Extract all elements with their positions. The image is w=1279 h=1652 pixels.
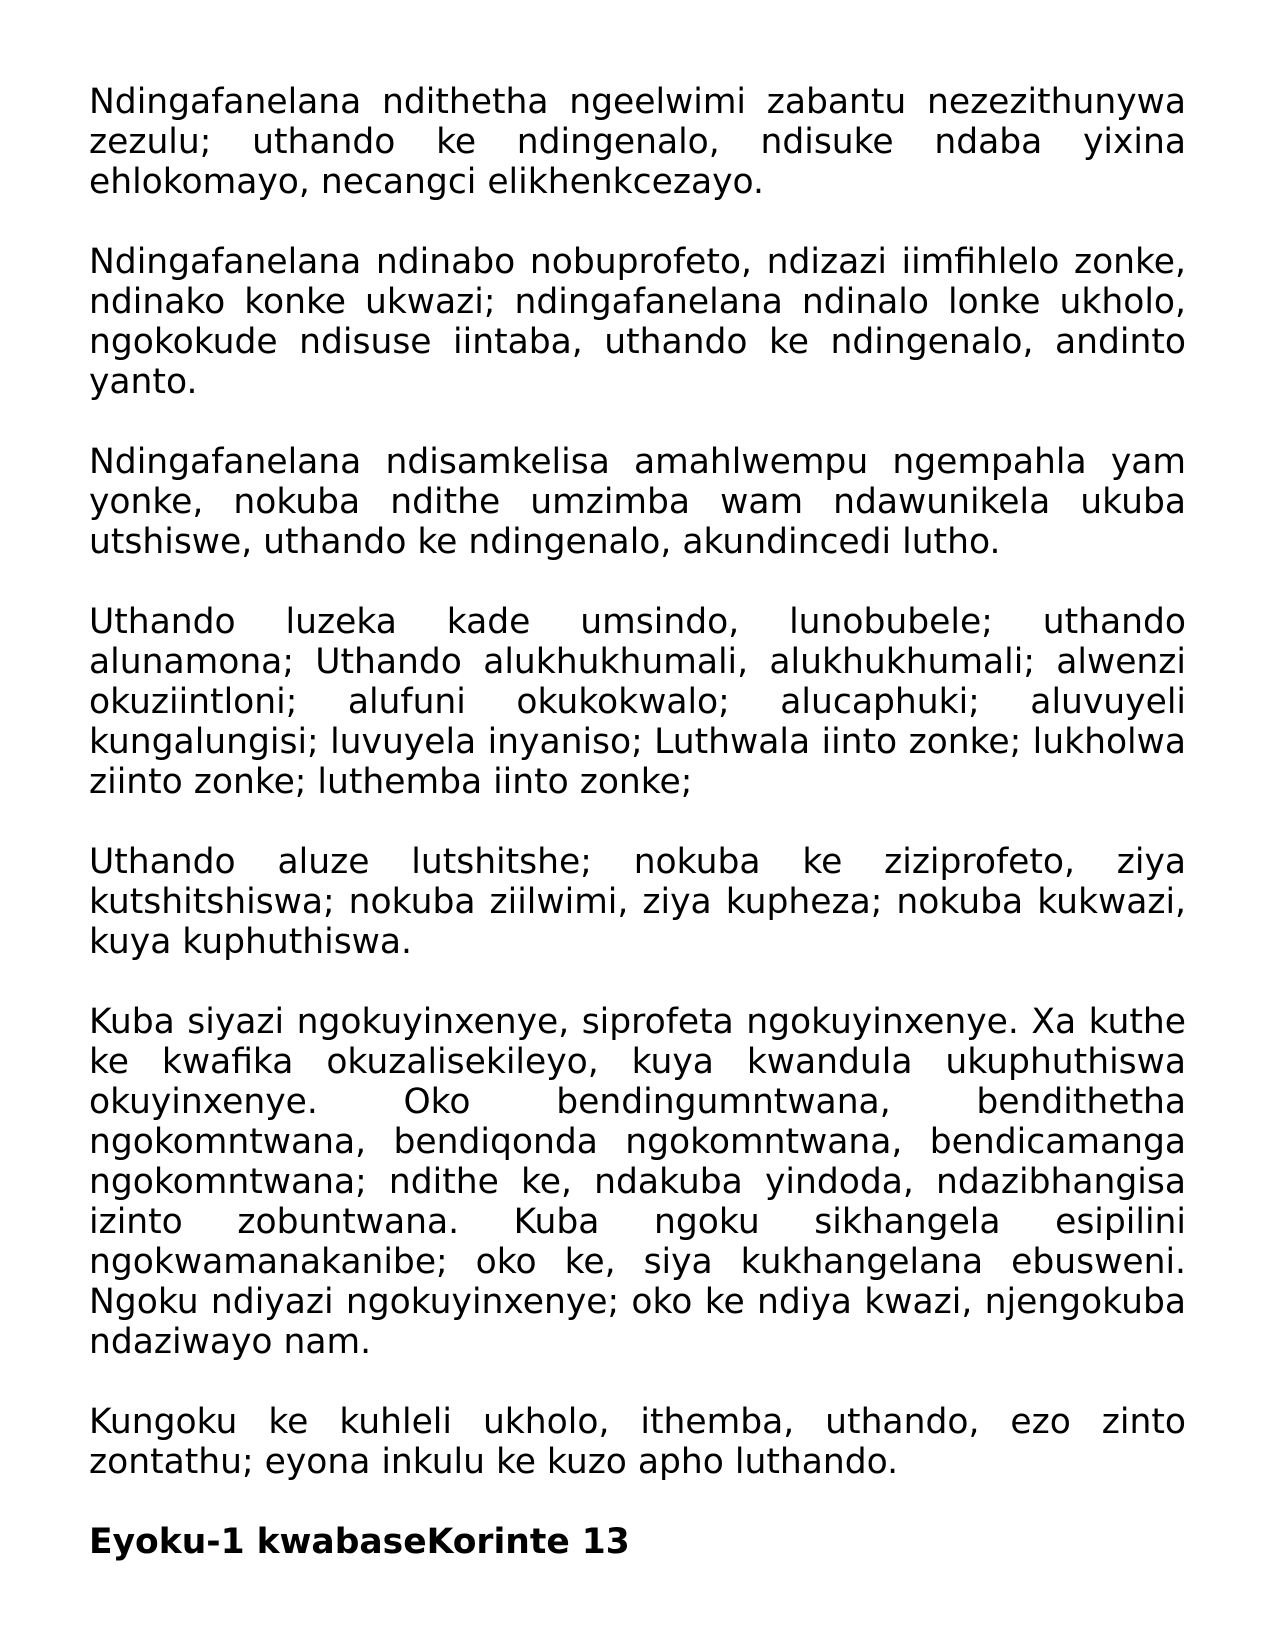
paragraph-6: Kuba siyazi ngokuyinxenye, siprofeta ngokuyinxenye. Xa kuthe ke kwafika okuzalisekileyo, kuya kwandula ukuphuthiswa okuyinxenye. Oko bendingumntwana, bendithetha ngokomntwana, bendiqonda ngokomntwana, bendicamanga ngokomntwana; ndithe ke, ndakuba yindoda, ndazibhangisa izinto zobuntwana. Kuba ngoku sikhangela esipilini ngokwamanakanibe; oko ke, siya kukhangelana ebusweni. Ngoku ndiyazi ngokuyinxenye; oko ke ndiya kwazi, njengokuba ndaziwayo nam. (89, 1002, 1186, 1362)
paragraph-7: Kungoku ke kuhleli ukholo, ithemba, uthando, ezo zinto zontathu; eyona inkulu ke kuzo apho luthando. (89, 1402, 1186, 1482)
paragraph-3: Ndingafanelana ndisamkelisa amahlwempu ngempahla yam yonke, nokuba ndithe umzimba wam ndawunikela ukuba utshiswe, uthando ke ndingenalo, akundincedi lutho. (89, 442, 1186, 562)
scripture-reference: Eyoku-1 kwabaseKorinte 13 (89, 1522, 630, 1562)
paragraph-4: Uthando luzeka kade umsindo, lunobubele; uthando alunamona; Uthando alukhukhumali, alukhukhumali; alwenzi okuziintloni; alufuni okukokwalo; alucaphuki; aluvuyeli kungalungisi; luvuyela inyaniso; Luthwala iinto zonke; lukholwa ziinto zonke; luthemba iinto zonke; (89, 602, 1186, 802)
paragraph-1: Ndingafanelana ndithetha ngeelwimi zabantu nezezithunywa zezulu; uthando ke ndingenalo, ndisuke ndaba yixina ehlokomayo, necangci elikhenkcezayo. (89, 82, 1186, 202)
paragraph-5: Uthando aluze lutshitshe; nokuba ke ziziprofeto, ziya kutshitshiswa; nokuba ziilwimi, ziya kupheza; nokuba kukwazi, kuya kuphuthiswa. (89, 842, 1186, 962)
paragraph-2: Ndingafanelana ndinabo nobuprofeto, ndizazi iimfihlelo zonke, ndinako konke ukwazi; ndingafanelana ndinalo lonke ukholo, ngokokude ndisuse iintaba, uthando ke ndingenalo, andinto yanto. (89, 242, 1186, 402)
document-page (89, 82, 1186, 1562)
